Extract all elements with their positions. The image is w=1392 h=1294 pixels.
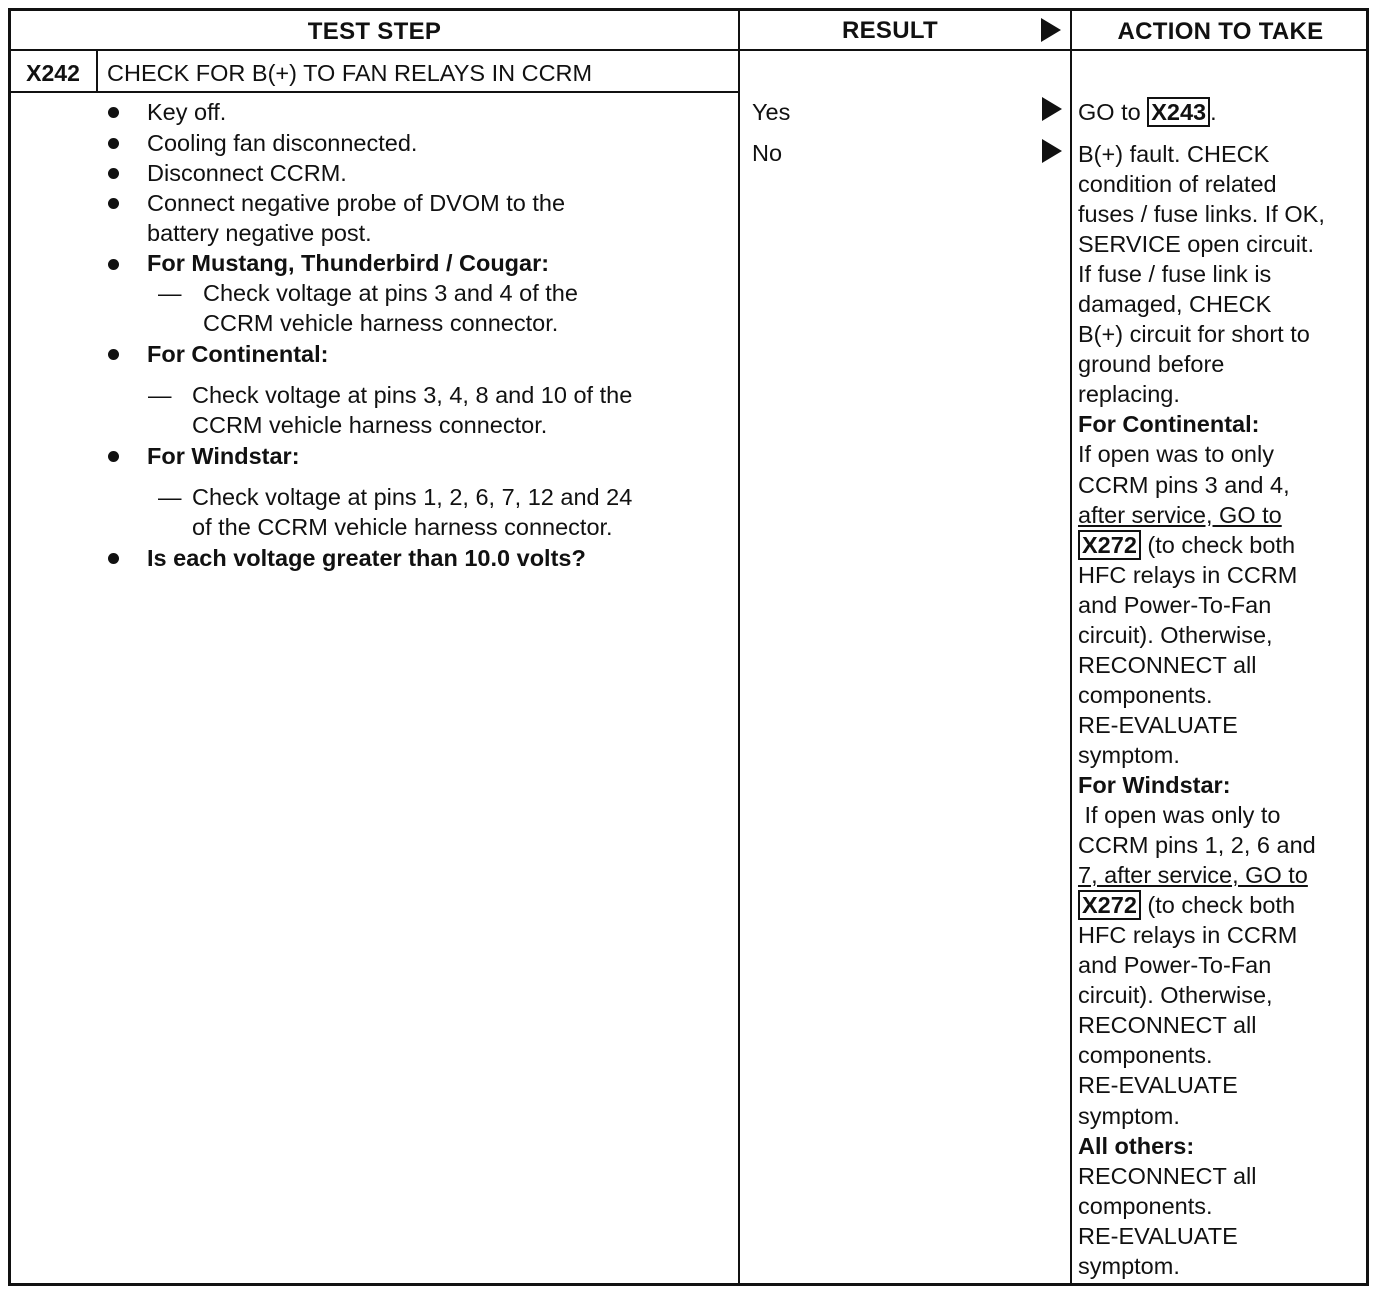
action-windstar-tail: HFC relays in CCRM <box>1078 922 1298 949</box>
result-no: No <box>752 140 783 166</box>
action-no-line: B(+) fault. CHECK <box>1078 141 1270 167</box>
action-yes-prefix: GO to <box>1078 99 1141 125</box>
action-continental-tail: HFC relays in CCRM <box>1078 561 1298 588</box>
bullet-icon <box>108 198 119 209</box>
dash-icon: — <box>148 382 172 408</box>
action-others-line: symptom. <box>1078 1252 1180 1279</box>
instruction-subitem: Check voltage at pins 3 and 4 of the <box>203 280 578 306</box>
action-continental-line: If open was to only <box>1078 441 1274 468</box>
step-id: X242 <box>26 59 80 86</box>
action-no-line: SERVICE open circuit. <box>1078 231 1314 258</box>
action-others-line: components. <box>1078 1192 1213 1219</box>
header-arrow-icon <box>1041 18 1061 42</box>
step-title-divider <box>11 91 738 93</box>
step-reference-x243[interactable]: X243 <box>1147 97 1210 127</box>
action-others-line: RECONNECT all <box>1078 1162 1257 1189</box>
action-continental-ref-line <box>1078 530 1325 560</box>
action-no-line: fuses / fuse links. If OK, <box>1078 201 1325 228</box>
instruction-item: Disconnect CCRM. <box>147 160 347 186</box>
instruction-item: Key off. <box>147 99 227 125</box>
action-no-line: ground before <box>1078 351 1225 378</box>
bullet-icon <box>108 451 119 462</box>
header-action: ACTION TO TAKE <box>1117 18 1324 45</box>
action-continental-after: after service, GO to <box>1078 501 1282 528</box>
instruction-subitem-continued: CCRM vehicle harness connector. <box>192 412 548 438</box>
instruction-heading-continental: For Continental: <box>147 341 329 367</box>
column-divider-result <box>738 11 740 1283</box>
action-no <box>1078 139 1325 1281</box>
step-title: CHECK FOR B(+) TO FAN RELAYS IN CCRM <box>107 59 593 86</box>
result-yes: Yes <box>752 99 791 125</box>
action-others-heading: All others: <box>1078 1132 1195 1159</box>
bullet-icon <box>108 138 119 149</box>
instruction-question: Is each voltage greater than 10.0 volts? <box>147 545 586 571</box>
dash-icon: — <box>158 484 182 510</box>
step-reference-x272[interactable]: X272 <box>1078 530 1141 560</box>
action-windstar-ref-tail: (to check both <box>1140 892 1296 919</box>
action-continental-ref-tail: (to check both <box>1140 531 1296 558</box>
action-yes <box>1078 97 1217 127</box>
action-windstar-tail: symptom. <box>1078 1102 1180 1129</box>
result-no-arrow-icon <box>1042 139 1062 163</box>
action-continental-line: CCRM pins 3 and 4, <box>1078 471 1290 498</box>
instruction-item: Cooling fan disconnected. <box>147 130 418 156</box>
instruction-subitem: Check voltage at pins 3, 4, 8 and 10 of the <box>192 382 633 408</box>
action-windstar-tail: and Power-To-Fan <box>1078 952 1272 979</box>
action-continental-tail: components. <box>1078 681 1213 708</box>
action-windstar-line: CCRM pins 1, 2, 6 and <box>1078 832 1316 859</box>
instruction-heading-windstar: For Windstar: <box>147 443 300 469</box>
action-continental-heading: For Continental: <box>1078 411 1260 438</box>
action-continental-tail: circuit). Otherwise, <box>1078 621 1273 648</box>
action-windstar-tail: circuit). Otherwise, <box>1078 982 1273 1009</box>
instruction-item-continued: battery negative post. <box>147 220 372 246</box>
action-no-line: replacing. <box>1078 381 1180 408</box>
action-windstar-ref-line <box>1078 890 1325 920</box>
action-continental-tail: symptom. <box>1078 741 1180 768</box>
instruction-subitem-continued: of the CCRM vehicle harness connector. <box>192 514 613 540</box>
action-no-line: If fuse / fuse link is <box>1078 261 1272 288</box>
action-no-line: damaged, CHECK <box>1078 291 1272 318</box>
bullet-icon <box>108 168 119 179</box>
action-no-line: condition of related <box>1078 171 1277 198</box>
action-others-line: RE-EVALUATE <box>1078 1222 1238 1249</box>
action-continental-tail: and Power-To-Fan <box>1078 591 1272 618</box>
action-windstar-tail: RE-EVALUATE <box>1078 1072 1238 1099</box>
action-continental-tail: RE-EVALUATE <box>1078 711 1238 738</box>
action-windstar-after: 7, after service, GO to <box>1078 862 1308 889</box>
bullet-icon <box>108 349 119 360</box>
action-windstar-line: If open was only to <box>1078 802 1281 829</box>
instruction-item: Connect negative probe of DVOM to the <box>147 190 566 216</box>
bullet-icon <box>108 259 119 270</box>
instruction-subitem-continued: CCRM vehicle harness connector. <box>203 310 559 336</box>
action-no-line: B(+) circuit for short to <box>1078 321 1310 348</box>
dash-icon: — <box>158 280 182 306</box>
bullet-icon <box>108 107 119 118</box>
instruction-subitem: Check voltage at pins 1, 2, 6, 7, 12 and 24 <box>192 484 633 510</box>
action-windstar-tail: components. <box>1078 1042 1213 1069</box>
action-windstar-heading: For Windstar: <box>1078 771 1231 798</box>
action-yes-suffix: . <box>1210 99 1217 125</box>
action-continental-tail: RECONNECT all <box>1078 651 1257 678</box>
action-windstar-tail: RECONNECT all <box>1078 1012 1257 1039</box>
column-divider-action <box>1070 11 1072 1283</box>
bullet-icon <box>108 553 119 564</box>
result-yes-arrow-icon <box>1042 97 1062 121</box>
step-id-divider <box>96 51 98 91</box>
step-reference-x272[interactable]: X272 <box>1078 890 1141 920</box>
header-result: RESULT <box>841 17 939 44</box>
instruction-heading-mustang: For Mustang, Thunderbird / Cougar: <box>147 250 550 276</box>
header-test-step: TEST STEP <box>307 18 442 45</box>
